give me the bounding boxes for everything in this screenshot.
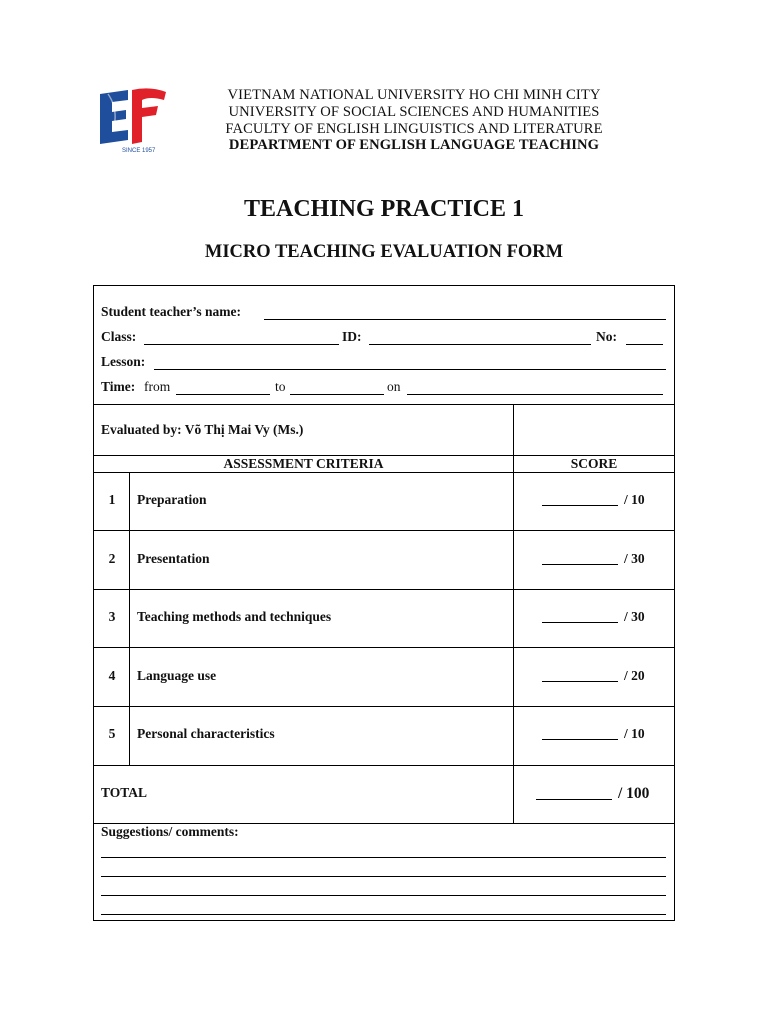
score-field[interactable]: / 30 xyxy=(542,609,645,625)
class-field[interactable] xyxy=(144,344,339,345)
divider xyxy=(94,530,674,531)
criteria-column-header: ASSESSMENT CRITERIA xyxy=(223,456,384,471)
suggestions-label: Suggestions/ comments: xyxy=(101,824,239,839)
total-label: TOTAL xyxy=(101,785,148,800)
number-field[interactable] xyxy=(626,344,663,345)
time-on-label: on xyxy=(387,379,401,394)
header-university-school: UNIVERSITY OF SOCIAL SCIENCES AND HUMANITIES xyxy=(228,104,600,120)
logo-text: SINCE 1957 xyxy=(122,148,156,154)
score-column-header: SCORE xyxy=(570,456,618,471)
comment-line[interactable] xyxy=(101,895,666,896)
row-number: 2 xyxy=(108,551,116,566)
class-label: Class: xyxy=(101,329,137,344)
divider xyxy=(94,589,674,590)
row-number: 4 xyxy=(108,668,116,683)
criterion-label: Presentation xyxy=(137,551,210,566)
lesson-label: Lesson: xyxy=(101,354,146,369)
score-field[interactable]: / 20 xyxy=(542,668,645,684)
time-label: Time: xyxy=(101,379,136,394)
divider xyxy=(94,472,674,473)
score-field[interactable]: / 10 xyxy=(542,492,645,508)
score-field[interactable]: / 10 xyxy=(542,726,645,742)
lesson-field[interactable] xyxy=(154,369,666,370)
form-subtitle: MICRO TEACHING EVALUATION FORM xyxy=(204,242,564,262)
time-from-field[interactable] xyxy=(176,394,270,395)
criterion-label: Language use xyxy=(137,668,217,683)
time-on-field[interactable] xyxy=(407,394,663,395)
row-number: 5 xyxy=(108,726,116,741)
id-field[interactable] xyxy=(369,344,591,345)
divider xyxy=(94,706,674,707)
comment-line[interactable] xyxy=(101,914,666,915)
total-score-field[interactable]: / 100 xyxy=(536,785,649,803)
header-faculty: FACULTY OF ENGLISH LINGUISTICS AND LITERATURE xyxy=(225,121,603,137)
score-field[interactable]: / 30 xyxy=(542,551,645,567)
page-title: TEACHING PRACTICE 1 xyxy=(243,196,525,222)
id-label: ID: xyxy=(342,329,362,344)
evaluated-by: Evaluated by: Võ Thị Mai Vy (Ms.) xyxy=(101,422,304,437)
row-number: 3 xyxy=(108,609,116,624)
comment-line[interactable] xyxy=(101,857,666,858)
evaluator-signature-box[interactable] xyxy=(514,405,674,455)
student-name-field[interactable] xyxy=(264,319,666,320)
row-number: 1 xyxy=(108,492,116,507)
time-from-label: from xyxy=(144,379,171,394)
criterion-label: Personal characteristics xyxy=(137,726,275,741)
divider xyxy=(94,647,674,648)
student-name-label: Student teacher’s name: xyxy=(101,304,241,319)
header-department: DEPARTMENT OF ENGLISH LANGUAGE TEACHING xyxy=(228,137,600,153)
number-label: No: xyxy=(596,329,617,344)
criterion-label: Preparation xyxy=(137,492,207,507)
time-to-field[interactable] xyxy=(290,394,384,395)
header-university-name: VIETNAM NATIONAL UNIVERSITY HO CHI MINH CITY xyxy=(227,87,601,103)
comment-line[interactable] xyxy=(101,876,666,877)
divider xyxy=(94,765,674,766)
evaluation-form xyxy=(93,285,675,921)
time-to-label: to xyxy=(275,379,286,394)
criterion-label: Teaching methods and techniques xyxy=(137,609,332,624)
